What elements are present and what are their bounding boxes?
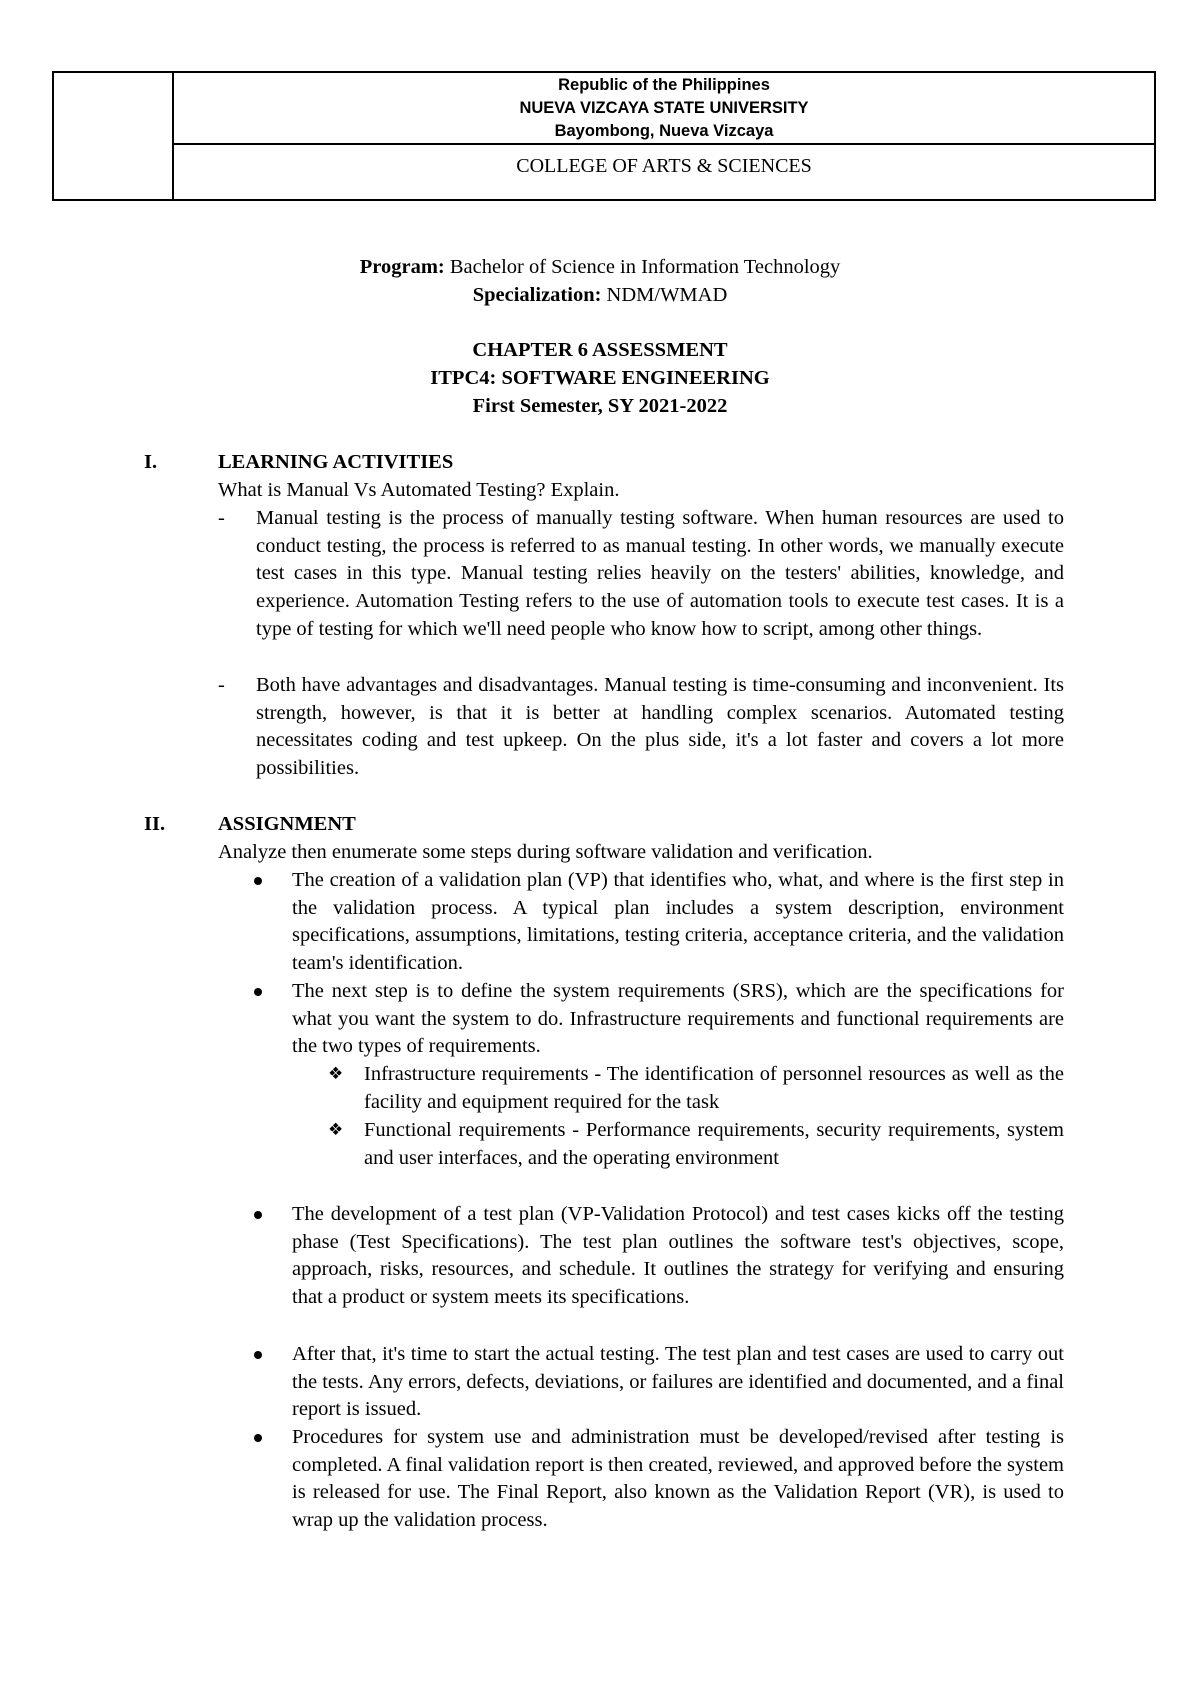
- bullet-icon: [254, 877, 262, 885]
- college-cell: [174, 145, 1154, 199]
- list-item-text: After that, it's time to start the actual testing. The test plan and test cases are used to carry out the tests. Any errors, defects, deviations, or failures are identified and documented, and a final report is issued.: [292, 1343, 1064, 1421]
- dash-marker: -: [218, 674, 225, 696]
- institution-cell: [174, 73, 1154, 145]
- bullet-icon: [254, 1351, 262, 1359]
- section-1-number: I.: [144, 451, 158, 473]
- sub-list-item: [324, 1061, 1064, 1116]
- list-item: [248, 1341, 1064, 1424]
- bullet-icon: [254, 988, 262, 996]
- list-item-text: Both have advantages and disadvantages. Manual testing is time-consuming and inconvenient. Its strength, however, is that it is better at handling complex scenarios. Automated testing necessitates coding and test upkeep. On the plus side, it's a lot faster and covers a lot more possibilities.: [256, 674, 1064, 780]
- sub-list-item-text: Infrastructure requirements - The identification of personnel resources as well as the facility and equipment required for the task: [364, 1063, 1064, 1113]
- list-item: [218, 672, 1064, 783]
- section-2-number: II.: [144, 813, 166, 835]
- list-item-text: The creation of a validation plan (VP) that identifies who, what, and where is the first step in the validation process. A typical plan includes a system description, environment specifications, assumptions, limitations, testing criteria, acceptance criteria, and the validation team's identification.: [292, 869, 1064, 975]
- country-name: Republic of the Philippines: [558, 76, 770, 94]
- sub-list-item: [324, 1117, 1064, 1172]
- list-item: [248, 867, 1064, 978]
- university-name: NUEVA VIZCAYA STATE UNIVERSITY: [519, 99, 809, 117]
- specialization-value: NDM/WMAD: [606, 284, 728, 306]
- program-value: Bachelor of Science in Information Technology: [449, 256, 841, 278]
- logo-cell: [54, 73, 174, 199]
- specialization-label: Specialization:: [472, 284, 602, 306]
- chapter-title: CHAPTER 6 ASSESSMENT: [472, 339, 728, 361]
- program-line: [0, 254, 1200, 282]
- bullet-icon: [254, 1211, 262, 1219]
- university-location: Bayombong, Nueva Vizcaya: [554, 122, 774, 140]
- list-item-text: Manual testing is the process of manually testing software. When human resources are used to conduct testing, the process is referred to as manual testing. In other words, we manually execute test cases in this type. Manual testing relies heavily on the testers' abilities, knowledge, and experience. Automation Testing refers to the use of automation tools to execute test cases. It is a type of testing for which we'll need people who know how to script, among other things.: [256, 507, 1064, 640]
- list-item-text: The next step is to define the system requirements (SRS), which are the specifications for what you want the system to do. Infrastructure requirements and functional requirements are the two types of requirements.: [292, 980, 1064, 1058]
- sub-list-item-text: Functional requirements - Performance requirements, security requirements, system and user interfaces, and the operating environment: [364, 1119, 1064, 1169]
- section-1-title: LEARNING ACTIVITIES: [218, 451, 454, 473]
- program-label: Program:: [359, 256, 445, 278]
- semester-title: First Semester, SY 2021-2022: [472, 395, 728, 417]
- list-item-text: The development of a test plan (VP-Validation Protocol) and test cases kicks off the testing phase (Test Specifications). The test plan outlines the software test's objectives, scope, approach, risks, resources, and schedule. It outlines the strategy for verifying and ensuring that a product or system meets its specifications.: [292, 1203, 1064, 1309]
- header-table: [52, 71, 1156, 201]
- college-name: COLLEGE OF ARTS & SCIENCES: [516, 155, 812, 177]
- specialization-line: [0, 282, 1200, 310]
- section-2-title: ASSIGNMENT: [218, 813, 356, 835]
- list-item: [248, 978, 1064, 1061]
- dash-marker: -: [218, 507, 225, 529]
- list-item-text: Procedures for system use and administration must be developed/revised after testing is completed. A final validation report is then created, reviewed, and approved before the system is released for use. The Final Report, also known as the Validation Report (VR), is used to wrap up the validation process.: [292, 1426, 1064, 1532]
- section-2-question: Analyze then enumerate some steps during software validation and verification.: [218, 841, 873, 863]
- section-1-question: What is Manual Vs Automated Testing? Explain.: [218, 479, 620, 501]
- list-item: [218, 505, 1064, 644]
- diamond-bullet-icon: ❖: [328, 1120, 344, 1140]
- diamond-bullet-icon: ❖: [328, 1064, 344, 1084]
- list-item: [248, 1424, 1064, 1535]
- bullet-icon: [254, 1434, 262, 1442]
- course-title: ITPC4: SOFTWARE ENGINEERING: [430, 367, 770, 389]
- list-item: [248, 1201, 1064, 1312]
